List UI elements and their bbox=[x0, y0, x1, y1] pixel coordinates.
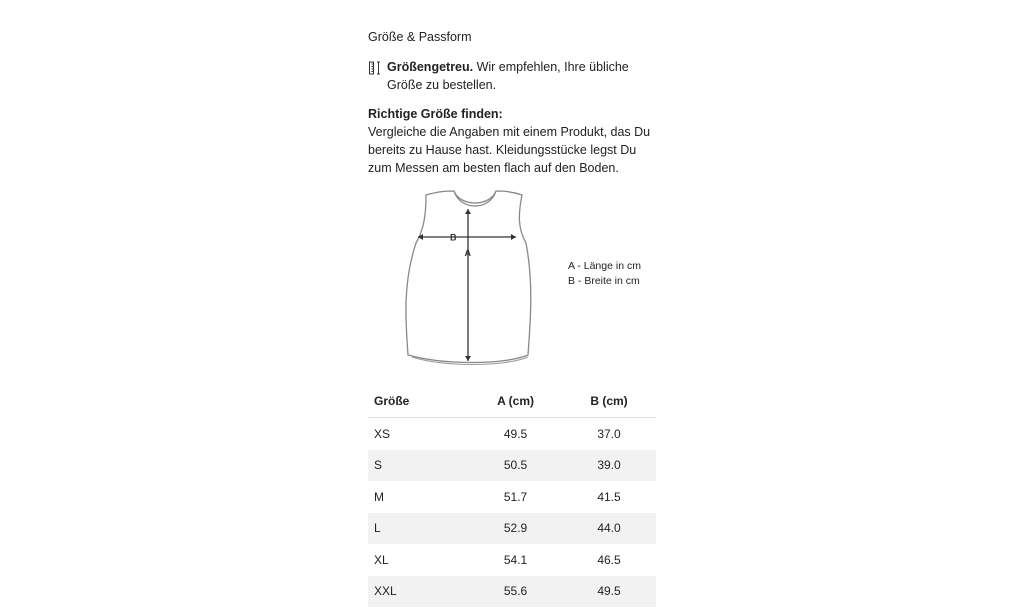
legend-b: B - Breite in cm bbox=[568, 275, 640, 287]
fit-strong: Größengetreu. bbox=[387, 60, 474, 74]
legend-a: A - Länge in cm bbox=[568, 260, 641, 272]
table-row bbox=[368, 418, 656, 450]
size-fit-panel bbox=[368, 29, 658, 607]
row-b: 46.5 bbox=[597, 552, 621, 567]
row-a: 52.9 bbox=[469, 513, 562, 545]
row-size: M bbox=[374, 489, 384, 504]
row-b: 49.5 bbox=[562, 576, 656, 608]
table-row bbox=[368, 513, 656, 545]
row-size: XL bbox=[374, 552, 389, 567]
fit-text bbox=[387, 59, 658, 94]
row-a: 54.1 bbox=[503, 552, 528, 567]
diagram-label-a: A bbox=[464, 248, 471, 258]
size-table bbox=[368, 385, 656, 607]
row-size: S bbox=[368, 450, 469, 482]
tank-top-illustration bbox=[404, 185, 544, 371]
row-a: 49.5 bbox=[503, 426, 528, 441]
row-a: 50.5 bbox=[469, 450, 562, 482]
header-b: B (cm) bbox=[562, 385, 656, 418]
section-title: Größe & Passform bbox=[368, 30, 472, 44]
row-size: XS bbox=[374, 426, 391, 441]
row-a: 51.7 bbox=[503, 489, 528, 504]
find-size-title: Richtige Größe finden: bbox=[368, 107, 503, 121]
table-row bbox=[368, 481, 656, 513]
header-size: Größe bbox=[368, 385, 469, 418]
fit-note bbox=[368, 59, 658, 94]
row-size: XXL bbox=[368, 576, 469, 608]
row-b: 41.5 bbox=[597, 489, 621, 504]
table-row bbox=[368, 544, 656, 576]
diagram-label-b: B bbox=[450, 232, 457, 243]
size-diagram bbox=[368, 185, 658, 375]
size-table-header bbox=[368, 385, 656, 418]
diagram-legend bbox=[568, 259, 641, 289]
row-b: 44.0 bbox=[562, 513, 656, 545]
row-b: 37.0 bbox=[597, 426, 621, 441]
row-a: 55.6 bbox=[469, 576, 562, 608]
header-a: A (cm) bbox=[469, 385, 562, 418]
table-row bbox=[368, 450, 656, 482]
table-row bbox=[368, 576, 656, 608]
fit-description: Wir empfehlen, Ihre übliche Größe zu bestellen. bbox=[387, 60, 629, 92]
row-size: L bbox=[368, 513, 469, 545]
ruler-icon bbox=[368, 61, 387, 75]
row-b: 39.0 bbox=[562, 450, 656, 482]
find-size-body: Vergleiche die Angaben mit einem Produkt, das Du bereits zu Hause hast. Kleidungsstücke legst Du zum Messen am besten flach auf den Boden. bbox=[368, 125, 651, 175]
